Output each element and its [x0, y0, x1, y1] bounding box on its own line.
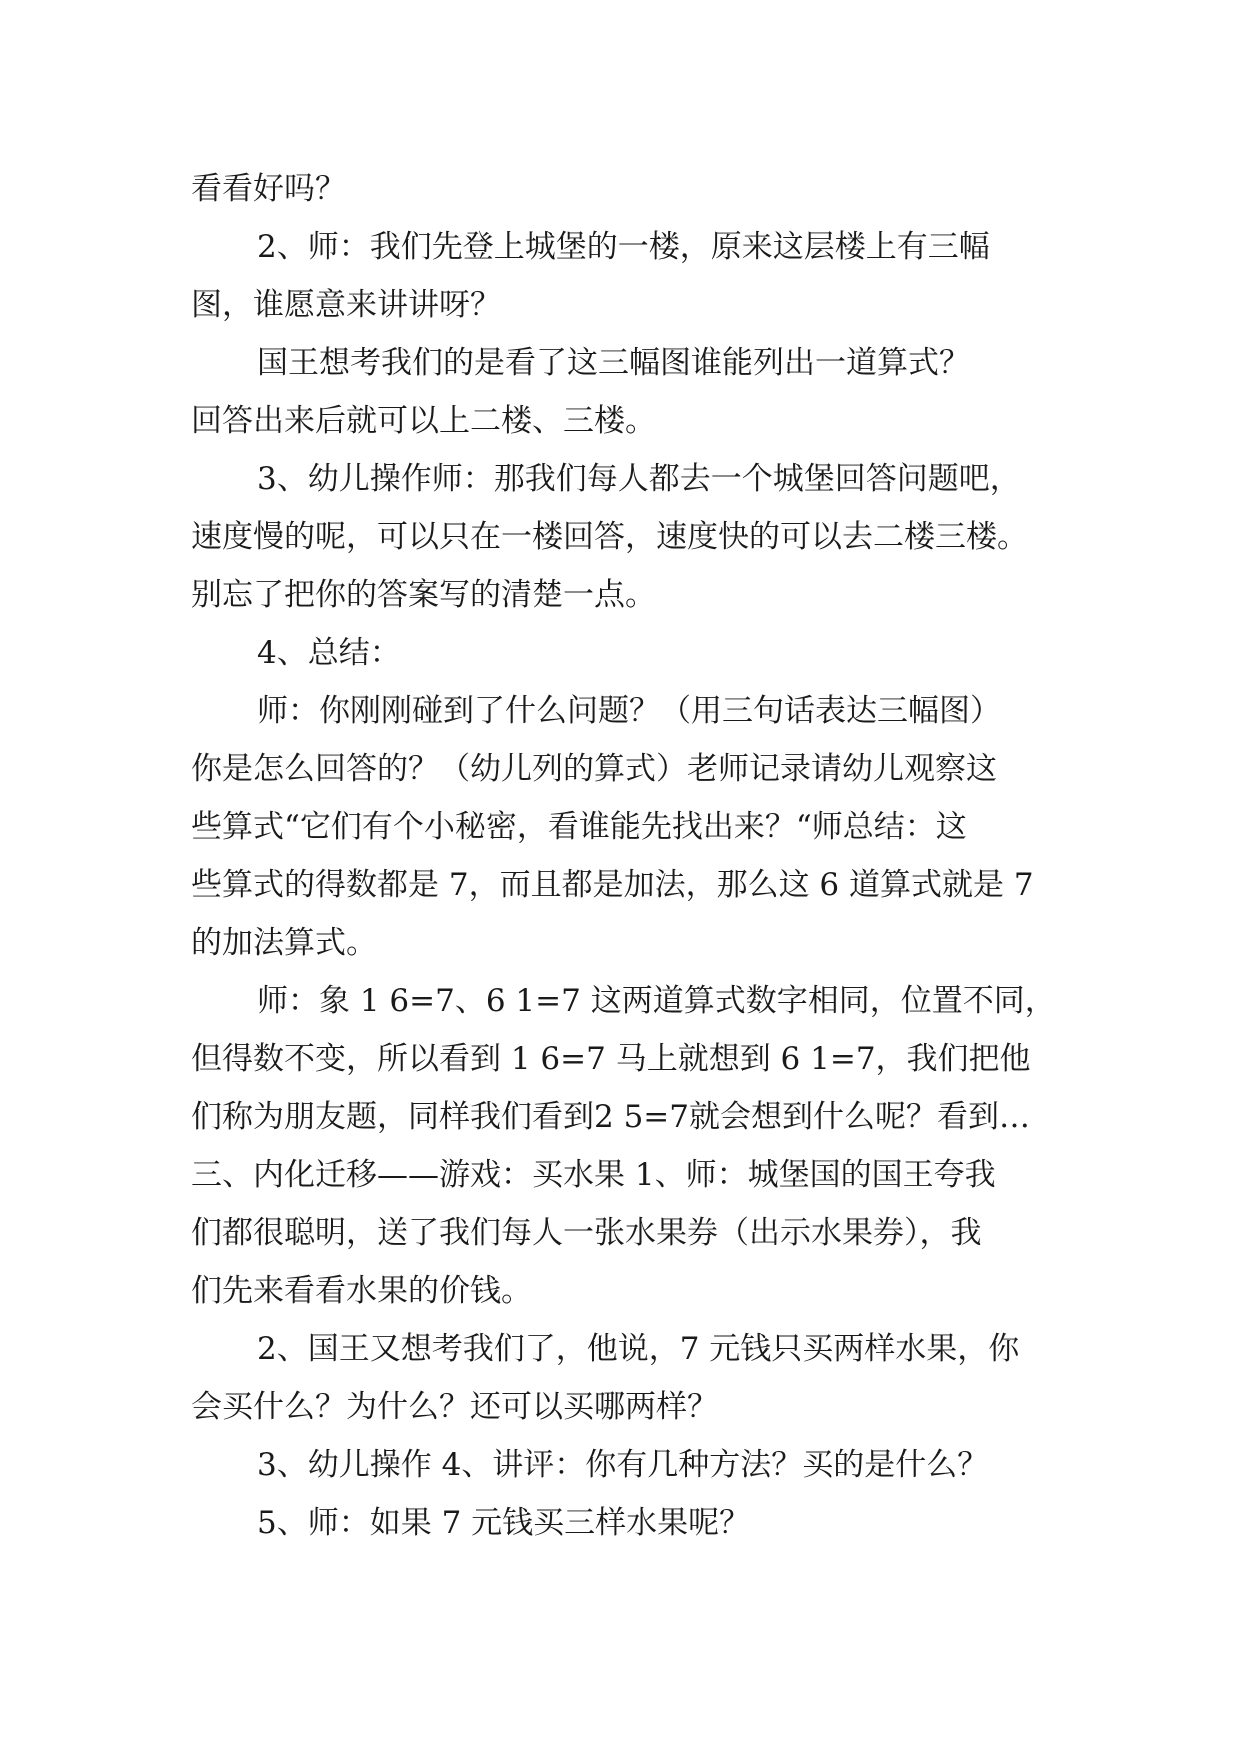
- text-line: 2、师：我们先登上城堡的一楼，原来这层楼上有三幅: [257, 229, 990, 265]
- document-body: [191, 160, 1071, 1552]
- text-line: 速度慢的呢，可以只在一楼回答，速度快的可以去二楼三楼。: [191, 519, 1028, 555]
- text-line: 们称为朋友题，同样我们看到2 5=7就会想到什么呢？看到…: [191, 1099, 1030, 1135]
- text-line: 国王想考我们的是看了这三幅图谁能列出一道算式？: [257, 345, 970, 381]
- text-line: 5、师：如果 7 元钱买三样水果呢？: [257, 1505, 751, 1541]
- text-line: 图，谁愿意来讲讲呀？: [191, 287, 501, 323]
- text-line: 些算式“它们有个小秘密，看谁能先找出来？“师总结：这: [191, 809, 967, 845]
- text-line: 些算式的得数都是 7，而且都是加法，那么这 6 道算式就是 7: [191, 867, 1034, 903]
- text-line: 们都很聪明，送了我们每人一张水果券（出示水果券），我: [191, 1215, 982, 1251]
- text-line: 3、幼儿操作师：那我们每人都去一个城堡回答问题吧，: [257, 461, 1021, 497]
- text-line: 你是怎么回答的？（幼儿列的算式）老师记录请幼儿观察这: [191, 751, 997, 787]
- text-line: 的加法算式。: [191, 925, 377, 961]
- text-line: 但得数不变，所以看到 1 6=7 马上就想到 6 1=7，我们把他: [191, 1041, 1031, 1077]
- text-line: 们先来看看水果的价钱。: [191, 1273, 532, 1309]
- text-line: 三、内化迁移——游戏：买水果 1、师：城堡国的国王夸我: [191, 1157, 996, 1193]
- text-line: 回答出来后就可以上二楼、三楼。: [191, 403, 656, 439]
- text-line: 2、国王又想考我们了，他说，7 元钱只买两样水果，你: [257, 1331, 1020, 1367]
- text-line: 师：象 1 6=7、6 1=7 这两道算式数字相同，位置不同，: [257, 983, 1056, 1019]
- text-line: 4、总结：: [257, 635, 401, 671]
- text-line: 别忘了把你的答案写的清楚一点。: [191, 577, 656, 613]
- text-line: 会买什么？为什么？还可以买哪两样？: [191, 1389, 718, 1425]
- text-line: 3、幼儿操作 4、讲评：你有几种方法？买的是什么？: [257, 1447, 989, 1483]
- text-line: 师：你刚刚碰到了什么问题？（用三句话表达三幅图）: [257, 693, 1001, 729]
- text-line: 看看好吗？: [191, 171, 346, 207]
